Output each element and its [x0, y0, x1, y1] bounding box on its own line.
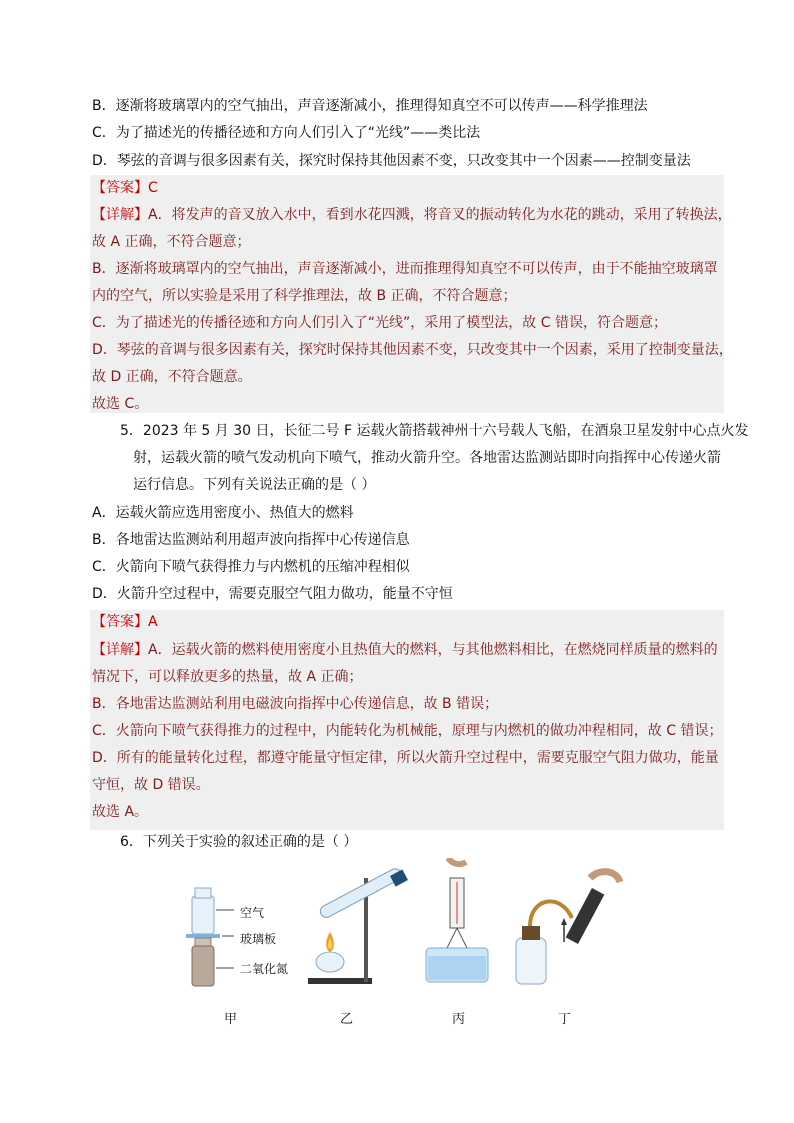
- answer-tag: 【答案】: [92, 614, 148, 630]
- answer-tag: 【答案】: [92, 180, 148, 196]
- caption-yi: 乙: [340, 1012, 354, 1027]
- q4-detail-line: 故 D 正确，不符合题意。: [92, 369, 252, 385]
- detail-tag: 【详解】: [92, 207, 148, 223]
- q4-option-b: B．逐渐将玻璃罩内的空气抽出，声音逐渐减小，推理得知真空不可以传声——科学推理法: [92, 98, 648, 114]
- answer-value: C: [148, 180, 158, 196]
- bottle-pump-illustration: [516, 872, 620, 984]
- heating-tube-illustration: [308, 867, 408, 984]
- diffusion-bottles-illustration: [186, 888, 234, 986]
- q5-option-d: D．火箭升空过程中，需要克服空气阻力做功，能量不守恒: [92, 586, 453, 602]
- answer-value: A: [148, 614, 158, 630]
- q5-answer-line: [92, 612, 158, 632]
- q4-detail-text: A．将发声的音叉放入水中，看到水花四溅，将音叉的振动转化为水花的跳动，采用了转换法，: [148, 207, 732, 223]
- q5-detail-line: C．火箭向下喷气获得推力的过程中，内能转化为机械能，原理与内燃机的做功冲程相同，故 C 错误；: [92, 723, 723, 739]
- caption-jia: 甲: [224, 1012, 238, 1027]
- q4-detail-line: D．琴弦的音调与很多因素有关，探究时保持其他因素不变，只改变其中一个因素，采用了控制变量法，: [92, 342, 733, 358]
- q5-detail-text: A．运载火箭的燃料使用密度小且热值大的燃料，与其他燃料相比，在燃烧同样质量的燃料的: [148, 642, 718, 658]
- q4-option-c: C．为了描述光的传播径迹和方向人们引入了“光线”——类比法: [92, 125, 481, 141]
- q5-detail-line: 守恒，故 D 错误。: [92, 777, 210, 793]
- detail-tag: 【详解】: [92, 642, 148, 658]
- q5-conclusion: 故选 A。: [92, 804, 149, 820]
- q4-detail-line: B．逐渐将玻璃罩内的空气抽出，声音逐渐减小，进而推理得知真空不可以传声，由于不能抽空玻璃罩: [92, 261, 718, 277]
- q4-option-d: D．琴弦的音调与很多因素有关，探究时保持其他因素不变，只改变其中一个因素——控制变量法: [92, 153, 691, 169]
- q4-conclusion: 故选 C。: [92, 396, 149, 412]
- q4-detail-line: 内的空气，所以实验是采用了科学推理法，故 B 正确，不符合题意；: [92, 288, 517, 304]
- q5-detail-line: B．各地雷达监测站利用电磁波向指挥中心传递信息，故 B 错误；: [92, 696, 499, 712]
- q5-detail-line: [92, 640, 718, 660]
- label-air: 空气: [240, 906, 265, 920]
- q5-option-b: B．各地雷达监测站利用超声波向指挥中心传递信息: [92, 532, 410, 548]
- q5-option-c: C．火箭向下喷气获得推力与内燃机的压缩冲程相似: [92, 559, 410, 575]
- q5-option-a: A．运载火箭应选用密度小、热值大的燃料: [92, 505, 354, 521]
- q5-detail-line: D．所有的能量转化过程，都遵守能量守恒定律，所以火箭升空过程中，需要克服空气阻力做功，能量: [92, 750, 719, 766]
- q4-detail-line: [92, 205, 732, 225]
- q4-detail-line: C．为了描述光的传播径迹和方向人们引入了“光线”，采用了模型法，故 C 错误，符合题意；: [92, 315, 667, 331]
- caption-ding: 丁: [558, 1012, 572, 1027]
- q6-figure: [180, 858, 640, 1028]
- q5-stem-line: 运行信息。下列有关说法正确的是（ ）: [133, 477, 376, 493]
- q5-stem-line: 5．2023 年 5 月 30 日，长征二号 F 运载火箭搭载神州十六号载人飞船，在酒泉卫星发射中心点火发: [120, 423, 749, 439]
- q4-detail-line: 故 A 正确，不符合题意；: [92, 234, 251, 250]
- q4-answer-line: [92, 178, 158, 198]
- spring-scale-illustration: [426, 858, 488, 982]
- label-nitrogen-dioxide: 二氧化氮: [240, 962, 289, 976]
- q5-stem-line: 射，运载火箭的喷气发动机向下喷气，推动火箭升空。各地雷达监测站即时向指挥中心传递火箭: [133, 450, 721, 466]
- label-glass-plate: 玻璃板: [240, 932, 277, 946]
- caption-bing: 丙: [452, 1012, 466, 1027]
- q5-detail-line: 情况下，可以释放更多的热量，故 A 正确；: [92, 669, 363, 685]
- q6-stem: 6．下列关于实验的叙述正确的是（ ）: [120, 834, 358, 850]
